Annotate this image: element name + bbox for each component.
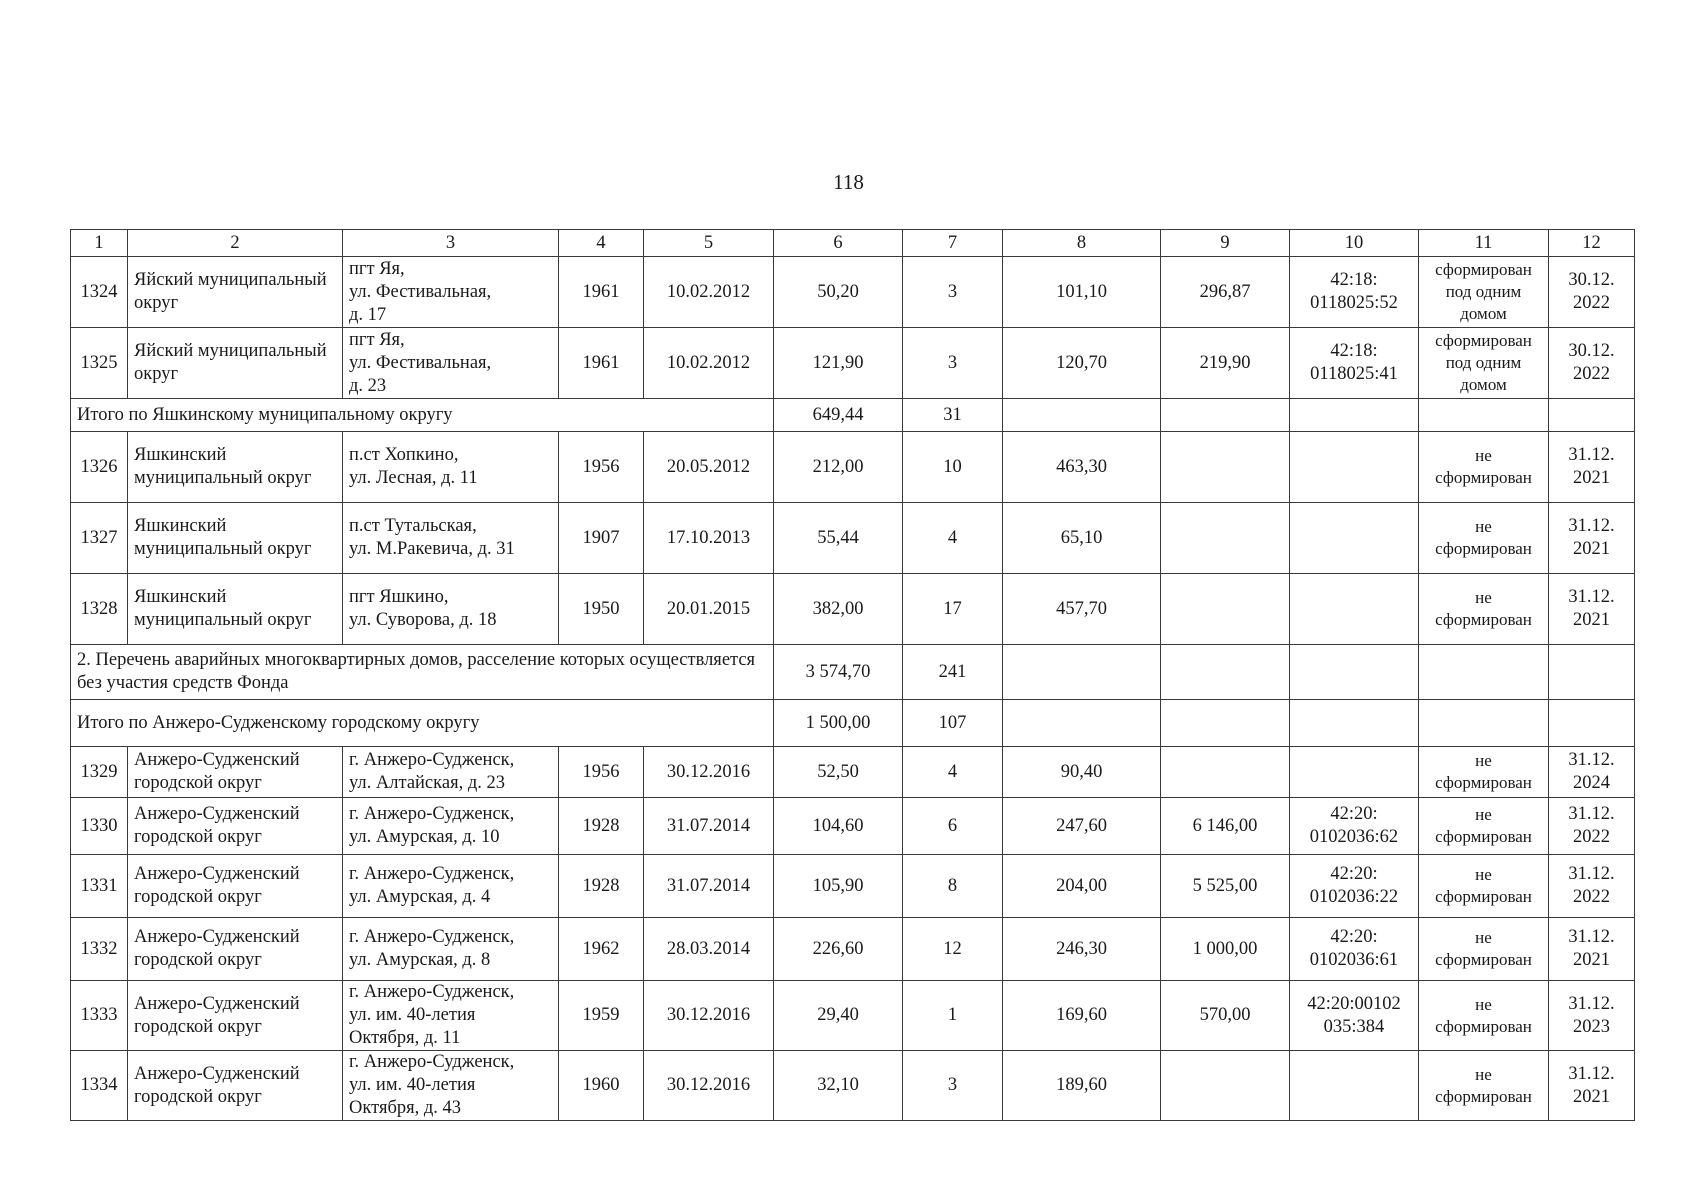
- cell-address: г. Анжеро-Судженск, ул. им. 40-летия Октября, д. 11: [343, 981, 559, 1051]
- cell-cadastral-number: [1290, 747, 1419, 798]
- cell-deadline: 31.12. 2024: [1549, 747, 1635, 798]
- cell-address: г. Анжеро-Судженск, ул. Амурская, д. 8: [343, 918, 559, 981]
- cell-area: 226,60: [774, 918, 903, 981]
- cell-land-status: не сформирован: [1419, 574, 1549, 645]
- cell-deadline: 31.12. 2021: [1549, 918, 1635, 981]
- cell-total-area: 101,10: [1003, 257, 1161, 328]
- table-row: [71, 503, 1635, 574]
- cell-deadline: 31.12. 2022: [1549, 855, 1635, 918]
- cell-land-area: 570,00: [1161, 981, 1290, 1051]
- cell-address: г. Анжеро-Судженск, ул. им. 40-летия Октября, д. 43: [343, 1051, 559, 1121]
- cell-municipality: Анжеро-Судженский городской округ: [128, 1051, 343, 1121]
- empty-cell: [1161, 645, 1290, 700]
- cell-address: пгт Яшкино, ул. Суворова, д. 18: [343, 574, 559, 645]
- cell-year-built: 1950: [559, 574, 644, 645]
- cell-total-area: 457,70: [1003, 574, 1161, 645]
- subtotal-area: 649,44: [774, 399, 903, 432]
- column-number: 7: [903, 230, 1003, 257]
- cell-area: 29,40: [774, 981, 903, 1051]
- cell-cadastral-number: 42:20: 0102036:22: [1290, 855, 1419, 918]
- column-number: 12: [1549, 230, 1635, 257]
- cell-address: пгт Яя, ул. Фестивальная, д. 17: [343, 257, 559, 328]
- cell-cadastral-number: 42:18: 0118025:41: [1290, 328, 1419, 399]
- cell-land-area: 296,87: [1161, 257, 1290, 328]
- column-number: 5: [644, 230, 774, 257]
- cell-land-area: 6 146,00: [1161, 798, 1290, 855]
- cell-area: 104,60: [774, 798, 903, 855]
- cell-total-area: 189,60: [1003, 1051, 1161, 1121]
- column-number: 1: [71, 230, 128, 257]
- subtotal-residents: 31: [903, 399, 1003, 432]
- cell-emergency-date: 20.05.2012: [644, 432, 774, 503]
- cell-address: г. Анжеро-Судженск, ул. Амурская, д. 10: [343, 798, 559, 855]
- cell-address: пгт Яя, ул. Фестивальная, д. 23: [343, 328, 559, 399]
- empty-cell: [1161, 700, 1290, 747]
- table-row: [71, 574, 1635, 645]
- empty-cell: [1003, 645, 1161, 700]
- cell-total-area: 246,30: [1003, 918, 1161, 981]
- cell-emergency-date: 31.07.2014: [644, 855, 774, 918]
- cell-residents: 12: [903, 918, 1003, 981]
- subtotal-row: [71, 700, 1635, 747]
- subtotal-residents: 241: [903, 645, 1003, 700]
- column-number: 9: [1161, 230, 1290, 257]
- cell-total-area: 65,10: [1003, 503, 1161, 574]
- cell-deadline: 30.12. 2022: [1549, 328, 1635, 399]
- page-number: 118: [833, 170, 864, 194]
- cell-land-status: не сформирован: [1419, 747, 1549, 798]
- cell-land-status: сформирован под одним домом: [1419, 257, 1549, 328]
- cell-emergency-date: 30.12.2016: [644, 981, 774, 1051]
- cell-area: 55,44: [774, 503, 903, 574]
- table-row: [71, 432, 1635, 503]
- cell-area: 212,00: [774, 432, 903, 503]
- empty-cell: [1290, 645, 1419, 700]
- cell-residents: 8: [903, 855, 1003, 918]
- column-number: 8: [1003, 230, 1161, 257]
- cell-residents: 6: [903, 798, 1003, 855]
- cell-land-status: не сформирован: [1419, 981, 1549, 1051]
- cell-deadline: 31.12. 2022: [1549, 798, 1635, 855]
- cell-land-area: 5 525,00: [1161, 855, 1290, 918]
- cell-year-built: 1961: [559, 328, 644, 399]
- cell-emergency-date: 28.03.2014: [644, 918, 774, 981]
- table-row: [71, 328, 1635, 399]
- cell-emergency-date: 20.01.2015: [644, 574, 774, 645]
- cell-emergency-date: 30.12.2016: [644, 1051, 774, 1121]
- empty-cell: [1003, 399, 1161, 432]
- empty-cell: [1419, 700, 1549, 747]
- cell-row-number: 1327: [71, 503, 128, 574]
- cell-residents: 3: [903, 257, 1003, 328]
- housing-table: [70, 229, 1635, 1121]
- cell-land-status: сформирован под одним домом: [1419, 328, 1549, 399]
- cell-municipality: Анжеро-Судженский городской округ: [128, 747, 343, 798]
- column-number: 3: [343, 230, 559, 257]
- empty-cell: [1419, 399, 1549, 432]
- cell-municipality: Анжеро-Судженский городской округ: [128, 918, 343, 981]
- cell-year-built: 1928: [559, 798, 644, 855]
- cell-area: 105,90: [774, 855, 903, 918]
- cell-row-number: 1328: [71, 574, 128, 645]
- cell-deadline: 31.12. 2021: [1549, 574, 1635, 645]
- cell-land-status: не сформирован: [1419, 1051, 1549, 1121]
- empty-cell: [1549, 700, 1635, 747]
- cell-municipality: Яшкинский муниципальный округ: [128, 432, 343, 503]
- cell-area: 52,50: [774, 747, 903, 798]
- table-body: [71, 257, 1635, 1121]
- cell-land-area: [1161, 432, 1290, 503]
- cell-year-built: 1960: [559, 1051, 644, 1121]
- cell-cadastral-number: [1290, 1051, 1419, 1121]
- column-number: 10: [1290, 230, 1419, 257]
- cell-municipality: Яшкинский муниципальный округ: [128, 503, 343, 574]
- cell-cadastral-number: 42:18: 0118025:52: [1290, 257, 1419, 328]
- empty-cell: [1290, 700, 1419, 747]
- cell-land-area: [1161, 1051, 1290, 1121]
- cell-residents: 4: [903, 747, 1003, 798]
- cell-total-area: 90,40: [1003, 747, 1161, 798]
- cell-municipality: Яйский муниципальный округ: [128, 328, 343, 399]
- cell-residents: 3: [903, 1051, 1003, 1121]
- column-number: 2: [128, 230, 343, 257]
- cell-cadastral-number: [1290, 432, 1419, 503]
- cell-row-number: 1334: [71, 1051, 128, 1121]
- table-row: [71, 855, 1635, 918]
- cell-land-status: не сформирован: [1419, 798, 1549, 855]
- cell-total-area: 120,70: [1003, 328, 1161, 399]
- cell-year-built: 1956: [559, 747, 644, 798]
- cell-municipality: Анжеро-Судженский городской округ: [128, 981, 343, 1051]
- cell-land-area: 1 000,00: [1161, 918, 1290, 981]
- cell-municipality: Яшкинский муниципальный округ: [128, 574, 343, 645]
- cell-land-status: не сформирован: [1419, 855, 1549, 918]
- cell-total-area: 463,30: [1003, 432, 1161, 503]
- table-row: [71, 918, 1635, 981]
- table-row: [71, 1051, 1635, 1121]
- subtotal-label: 2. Перечень аварийных многоквартирных домов, расселение которых осуществляется без участия средств Фонда: [71, 645, 774, 700]
- cell-emergency-date: 31.07.2014: [644, 798, 774, 855]
- cell-residents: 4: [903, 503, 1003, 574]
- cell-cadastral-number: 42:20: 0102036:62: [1290, 798, 1419, 855]
- cell-total-area: 204,00: [1003, 855, 1161, 918]
- cell-address: п.ст Тутальская, ул. М.Ракевича, д. 31: [343, 503, 559, 574]
- empty-cell: [1549, 399, 1635, 432]
- empty-cell: [1003, 700, 1161, 747]
- cell-row-number: 1332: [71, 918, 128, 981]
- cell-emergency-date: 10.02.2012: [644, 328, 774, 399]
- column-number: 11: [1419, 230, 1549, 257]
- table-row: [71, 981, 1635, 1051]
- cell-deadline: 30.12. 2022: [1549, 257, 1635, 328]
- cell-cadastral-number: 42:20: 0102036:61: [1290, 918, 1419, 981]
- cell-land-area: [1161, 747, 1290, 798]
- empty-cell: [1290, 399, 1419, 432]
- cell-total-area: 247,60: [1003, 798, 1161, 855]
- cell-row-number: 1324: [71, 257, 128, 328]
- cell-row-number: 1325: [71, 328, 128, 399]
- table-row: [71, 257, 1635, 328]
- cell-land-area: [1161, 503, 1290, 574]
- cell-municipality: Яйский муниципальный округ: [128, 257, 343, 328]
- cell-cadastral-number: [1290, 574, 1419, 645]
- empty-cell: [1419, 645, 1549, 700]
- subtotal-area: 1 500,00: [774, 700, 903, 747]
- empty-cell: [1161, 399, 1290, 432]
- cell-residents: 10: [903, 432, 1003, 503]
- table-row: [71, 747, 1635, 798]
- cell-year-built: 1907: [559, 503, 644, 574]
- cell-land-status: не сформирован: [1419, 503, 1549, 574]
- cell-cadastral-number: 42:20:00102 035:384: [1290, 981, 1419, 1051]
- subtotal-area: 3 574,70: [774, 645, 903, 700]
- cell-cadastral-number: [1290, 503, 1419, 574]
- cell-year-built: 1962: [559, 918, 644, 981]
- cell-municipality: Анжеро-Судженский городской округ: [128, 798, 343, 855]
- cell-deadline: 31.12. 2021: [1549, 1051, 1635, 1121]
- cell-residents: 1: [903, 981, 1003, 1051]
- cell-row-number: 1333: [71, 981, 128, 1051]
- cell-land-area: 219,90: [1161, 328, 1290, 399]
- cell-address: г. Анжеро-Судженск, ул. Амурская, д. 4: [343, 855, 559, 918]
- cell-deadline: 31.12. 2021: [1549, 432, 1635, 503]
- column-number: 6: [774, 230, 903, 257]
- subtotal-label: Итого по Анжеро-Судженскому городскому округу: [71, 700, 774, 747]
- cell-total-area: 169,60: [1003, 981, 1161, 1051]
- column-number-row: [71, 230, 1635, 257]
- cell-year-built: 1959: [559, 981, 644, 1051]
- cell-emergency-date: 10.02.2012: [644, 257, 774, 328]
- cell-emergency-date: 17.10.2013: [644, 503, 774, 574]
- cell-land-status: не сформирован: [1419, 918, 1549, 981]
- cell-area: 32,10: [774, 1051, 903, 1121]
- cell-row-number: 1330: [71, 798, 128, 855]
- subtotal-row: [71, 399, 1635, 432]
- cell-row-number: 1326: [71, 432, 128, 503]
- empty-cell: [1549, 645, 1635, 700]
- subtotal-label: Итого по Яшкинскому муниципальному округу: [71, 399, 774, 432]
- subtotal-residents: 107: [903, 700, 1003, 747]
- column-number: 4: [559, 230, 644, 257]
- cell-address: г. Анжеро-Судженск, ул. Алтайская, д. 23: [343, 747, 559, 798]
- cell-year-built: 1928: [559, 855, 644, 918]
- cell-residents: 17: [903, 574, 1003, 645]
- cell-area: 382,00: [774, 574, 903, 645]
- cell-row-number: 1329: [71, 747, 128, 798]
- cell-address: п.ст Хопкино, ул. Лесная, д. 11: [343, 432, 559, 503]
- table-row: [71, 798, 1635, 855]
- cell-emergency-date: 30.12.2016: [644, 747, 774, 798]
- cell-residents: 3: [903, 328, 1003, 399]
- subtotal-row: [71, 645, 1635, 700]
- cell-row-number: 1331: [71, 855, 128, 918]
- cell-municipality: Анжеро-Судженский городской округ: [128, 855, 343, 918]
- cell-area: 121,90: [774, 328, 903, 399]
- cell-land-area: [1161, 574, 1290, 645]
- cell-year-built: 1961: [559, 257, 644, 328]
- cell-deadline: 31.12. 2023: [1549, 981, 1635, 1051]
- cell-area: 50,20: [774, 257, 903, 328]
- cell-deadline: 31.12. 2021: [1549, 503, 1635, 574]
- cell-year-built: 1956: [559, 432, 644, 503]
- cell-land-status: не сформирован: [1419, 432, 1549, 503]
